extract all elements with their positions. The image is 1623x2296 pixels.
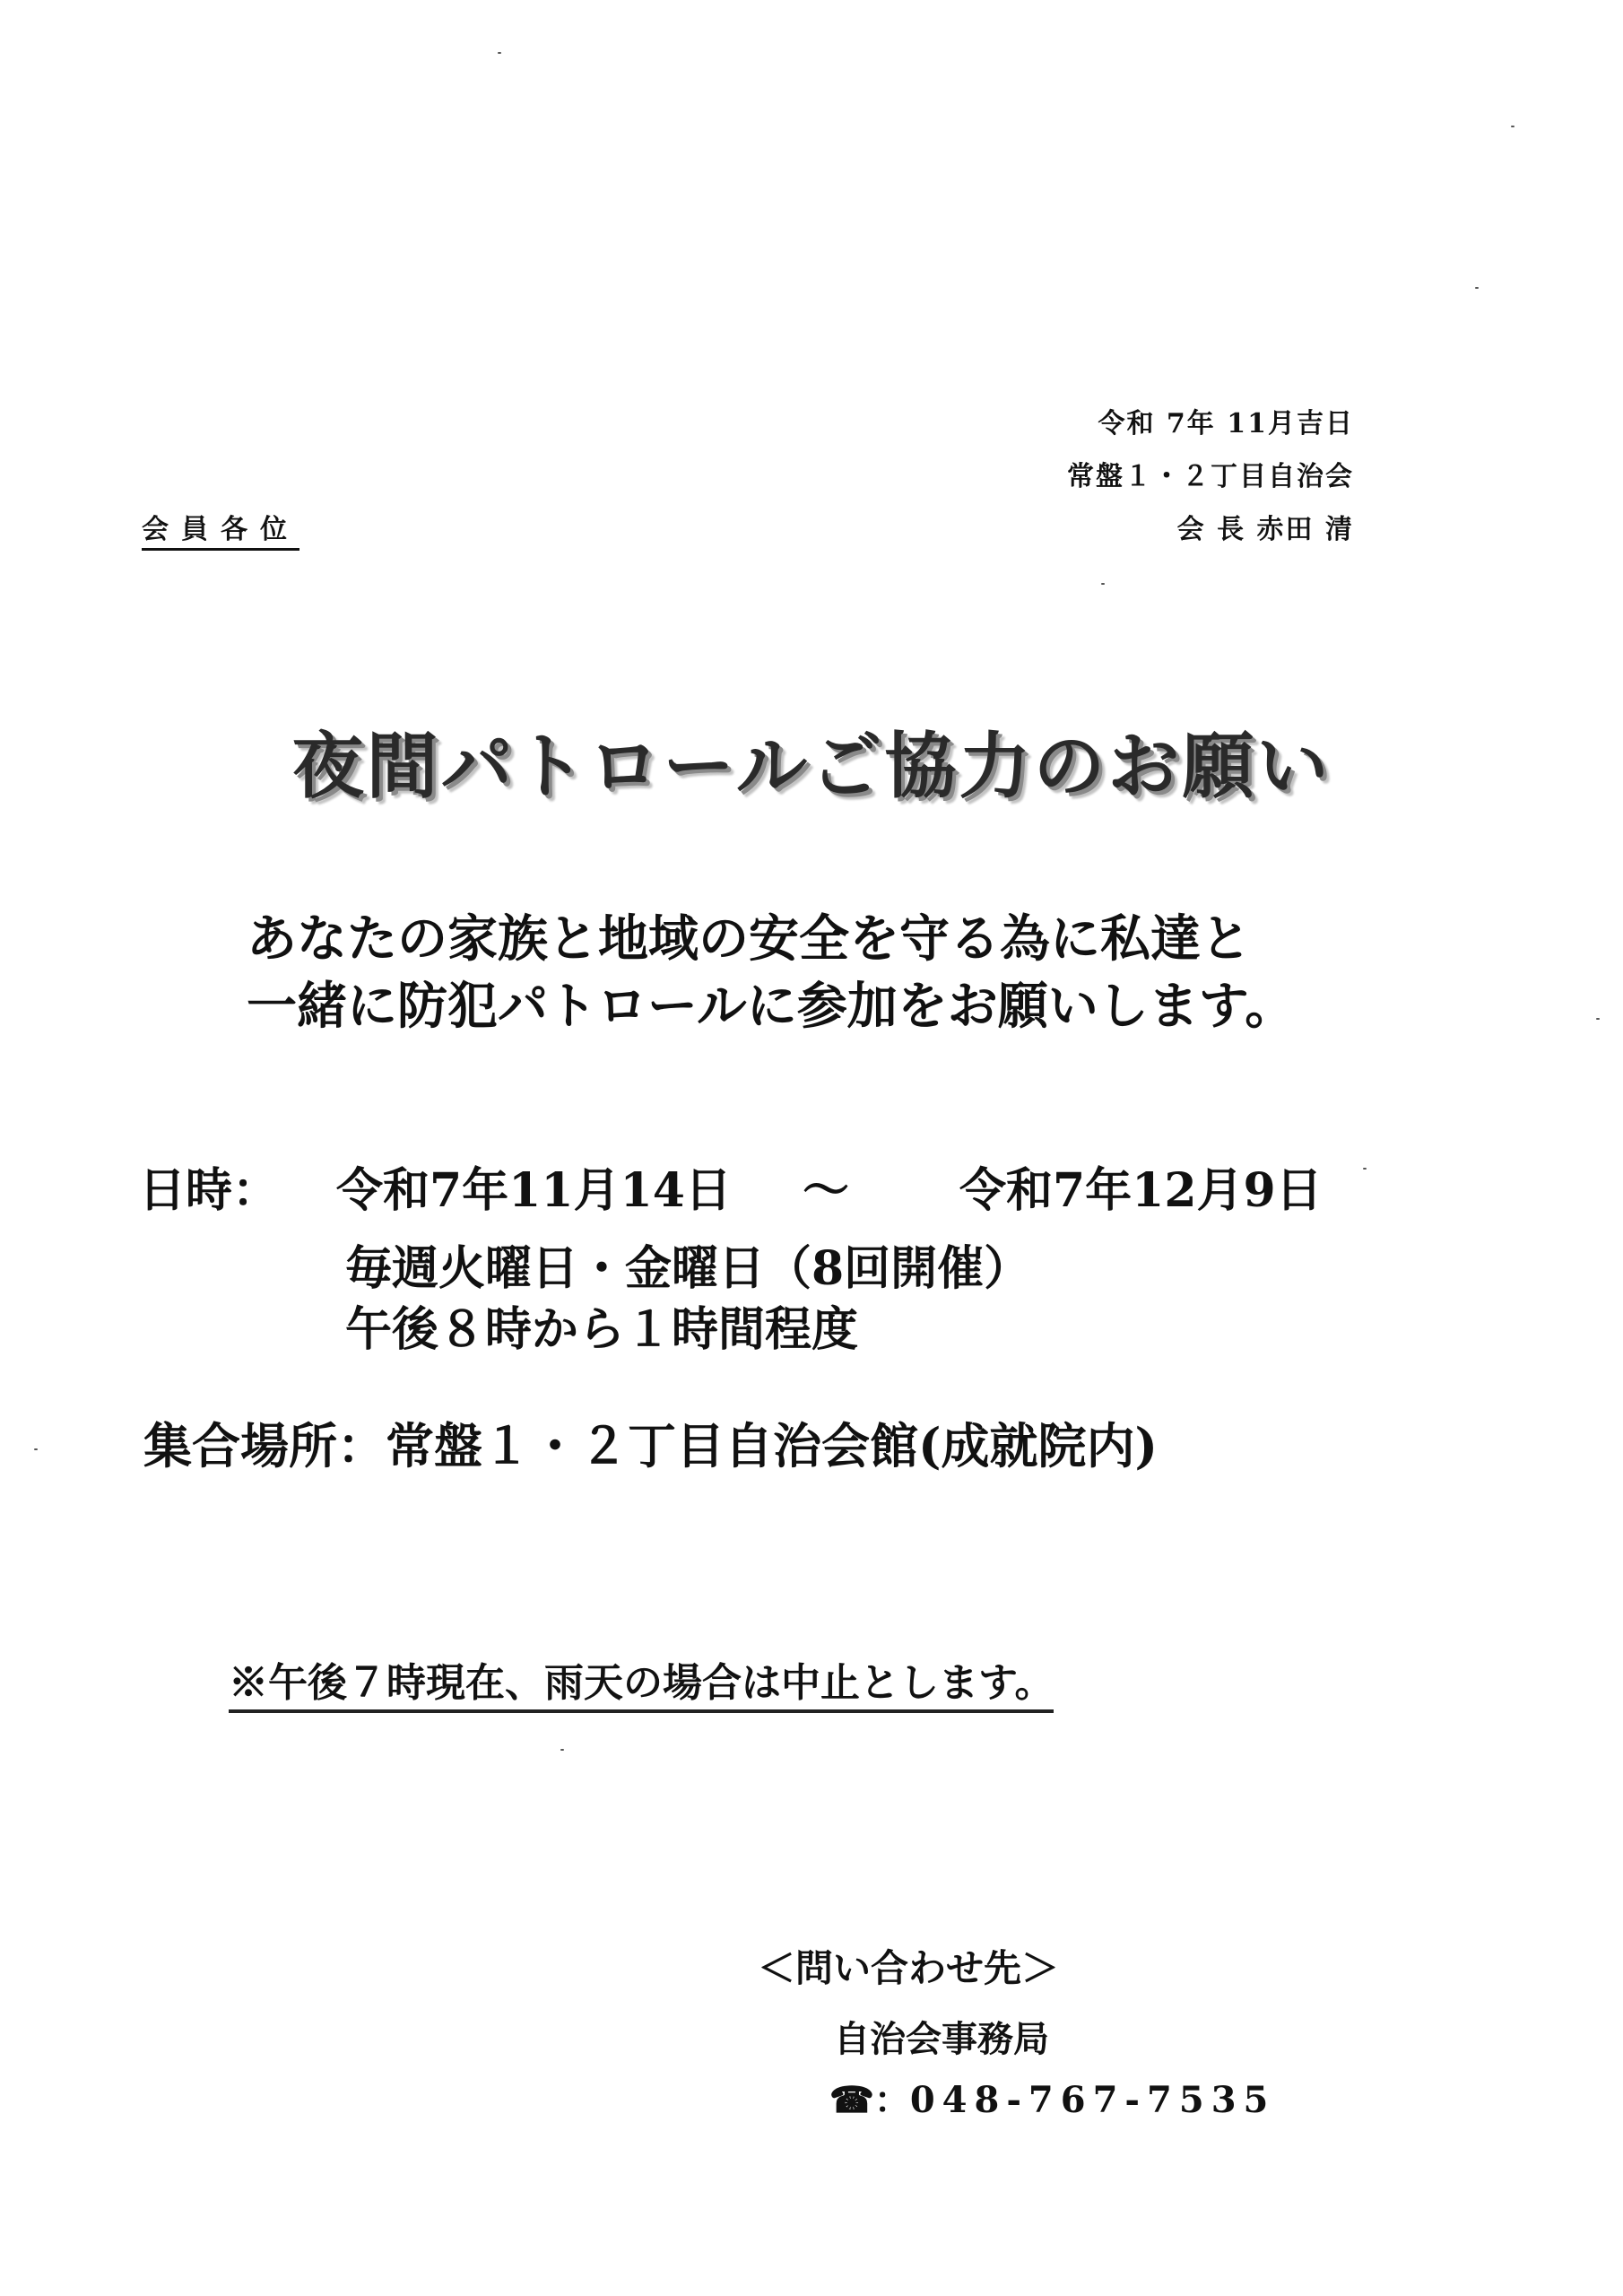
end-date: 令和7年12月9日	[959, 1163, 1323, 1218]
schedule-time: 午後８時から１時間程度	[345, 1302, 859, 1357]
scan-speck	[1596, 1018, 1600, 1020]
meeting-place: 集合場所：常盤１・２丁目自治会館(成就院内)	[143, 1417, 1159, 1474]
contact-office: 自治会事務局	[834, 2018, 1049, 2060]
datetime-label: 日時：	[139, 1163, 280, 1218]
president-name: 会 長 赤田 清	[1176, 514, 1354, 545]
intro-line-1: あなたの家族と地域の安全を守る為に私達と	[247, 909, 1251, 969]
telephone-icon: ☎：	[829, 2079, 910, 2121]
scan-speck	[34, 1448, 38, 1450]
issue-date: 令和 7年 11月吉日	[1098, 408, 1354, 439]
schedule-frequency: 毎週火曜日・金曜日（8回開催）	[345, 1241, 1031, 1296]
issuing-organization: 常盤１・２丁目自治会	[1067, 461, 1354, 492]
scan-speck	[1475, 287, 1479, 289]
recipients-line: 会員各位	[142, 507, 299, 551]
rain-cancellation-note: ※午後７時現在、雨天の場合は中止とします。	[229, 1650, 1054, 1713]
contact-phone-number: 048-767-7535	[909, 2079, 1276, 2121]
scan-speck	[1511, 126, 1515, 127]
start-date: 令和7年11月14日	[336, 1163, 732, 1218]
scan-speck	[498, 52, 501, 54]
contact-heading: ＜問い合わせ先＞	[758, 1946, 1060, 1990]
date-range-separator: ～	[803, 1163, 850, 1218]
intro-line-2: 一緒に防犯パトロールに参加をお願いします。	[247, 977, 1296, 1036]
contact-phone-row	[829, 2072, 1275, 2123]
scan-speck	[560, 1749, 564, 1751]
scan-speck	[1101, 583, 1105, 585]
scan-speck	[1363, 1168, 1367, 1170]
page-title: 夜間パトロールご協力のお願い	[291, 724, 1332, 808]
